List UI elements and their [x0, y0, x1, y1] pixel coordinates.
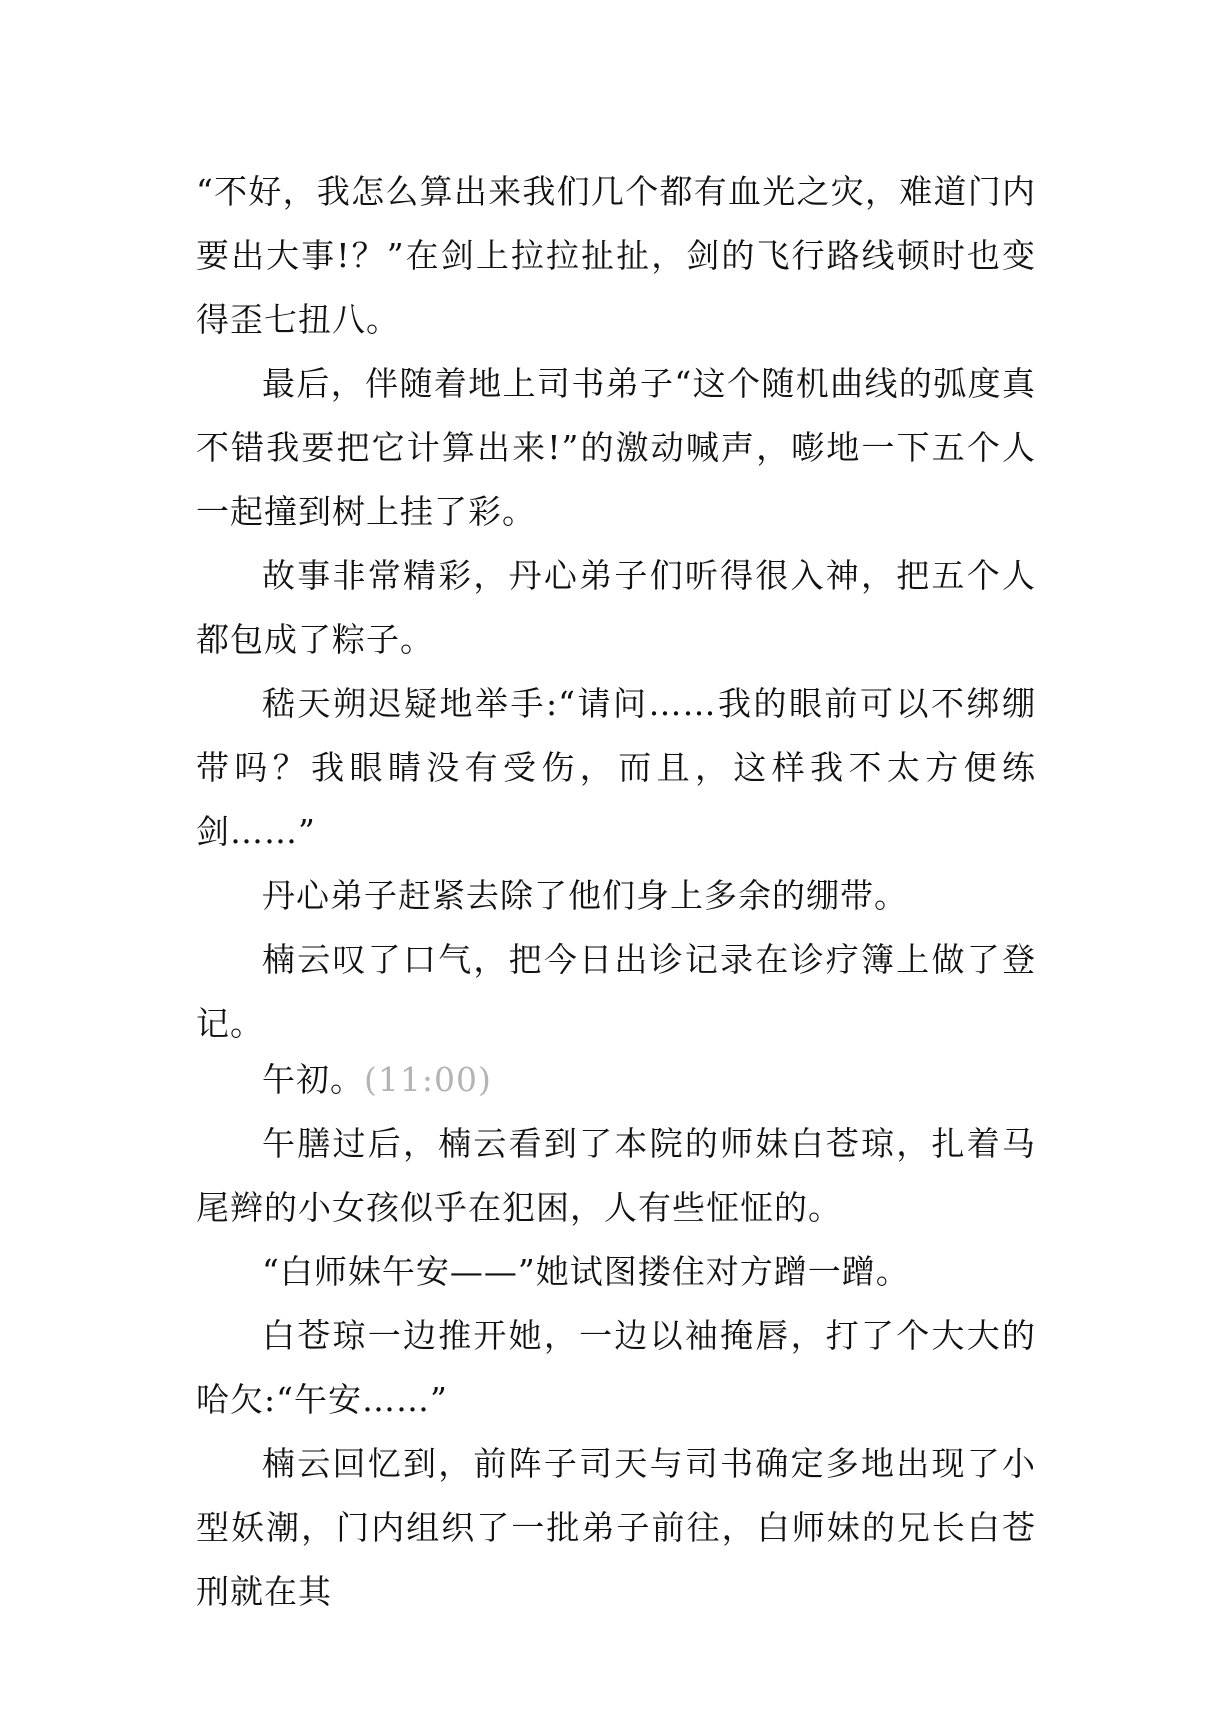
- paragraph-10: 楠云回忆到，前阵子司天与司书确定多地出现了小型妖潮，门内组织了一批弟子前往，白师妹的兄长白苍刑就在其: [196, 1444, 1036, 1611]
- paragraph-7: 午膳过后，楠云看到了本院的师妹白苍琼，扎着马尾辫的小女孩似乎在犯困，人有些怔怔的。: [196, 1124, 1036, 1227]
- paragraph-3: 故事非常精彩，丹心弟子们听得很入神，把五个人都包成了粽子。: [196, 556, 1036, 659]
- paragraph-8: “白师妹午安——”她试图搂住对方蹭一蹭。: [262, 1252, 910, 1291]
- paragraph-6: 楠云叹了口气，把今日出诊记录在诊疗簿上做了登记。: [196, 940, 1036, 1043]
- time-heading-label: 午初。: [262, 1060, 364, 1099]
- time-heading-note: (11:00): [364, 1060, 492, 1099]
- paragraph-9: 白苍琼一边推开她，一边以袖掩唇，打了个大大的哈欠:“午安……”: [196, 1316, 1036, 1419]
- text-section-2: [196, 1048, 1036, 1624]
- paragraph-2: 最后，伴随着地上司书弟子“这个随机曲线的弧度真不错我要把它计算出来!”的激动喊声，嘭地一下五个人一起撞到树上挂了彩。: [196, 364, 1036, 531]
- text-section-1: [196, 160, 1036, 1056]
- paragraph-5: 丹心弟子赶紧去除了他们身上多余的绷带。: [262, 876, 908, 915]
- paragraph-4: 嵇天朔迟疑地举手:“请问……我的眼前可以不绑绷带吗？我眼睛没有受伤，而且，这样我不太方便练剑……”: [196, 684, 1036, 851]
- paragraph-1: “不好，我怎么算出来我们几个都有血光之灾，难道门内要出大事!？”在剑上拉拉扯扯，剑的飞行路线顿时也变得歪七扭八。: [196, 172, 1036, 339]
- time-heading: [196, 1048, 1036, 1112]
